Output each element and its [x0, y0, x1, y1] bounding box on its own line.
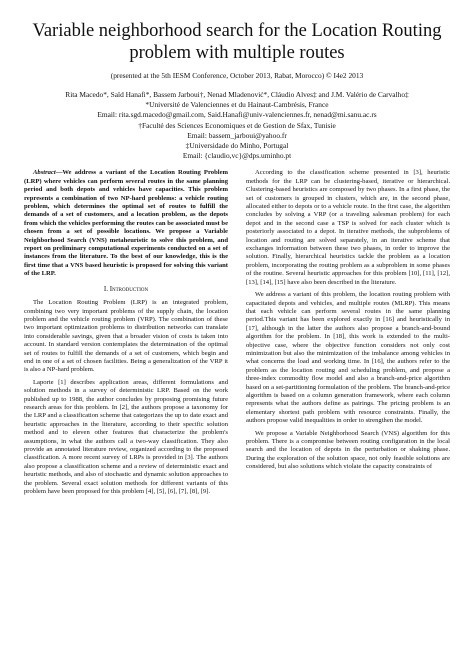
abstract-text: —We address a variant of the Location Routing Problem (LRP) where vehicles can perform several routes in the same planning period and both depots and vehicles have capacities. This problem represents a combination of two NP-hard problems: a vehicle routing problem, which determines the optimal set of routes to fulfill the demands of a set of customers, and a location problem, as the depots from which the vehicles performing the routes can be associated must be chosen from a set of possible locations. We propose a Variable Neighborhood Search (VNS) metaheuristic to solve this problem, and report on preliminary computational experiments conducted on a set of instances from the literature. To the best of our knowledge, this is the first time that a VNS based heuristic is proposed for solving this variant of the LRP. — [24, 169, 228, 278]
paper-title: Variable neighborhood search for the Location Routing problem with multiple routes — [32, 21, 442, 63]
right-column — [246, 169, 450, 500]
author-names: Rita Macedo*, Saïd Hanafi*, Bassem Jarboui†, Nenad Mladenović*, Cláudio Alves‡ and J.M. Valério de Carvalho‡ — [65, 90, 409, 99]
right-paragraph-2: We address a variant of this problem, the location routing problem with capacitated depots and vehicles, and multiple routes (MLRP). This means that each vehicle can perform several routes in the same planning period.This variant has been explored exactly in [16] and heuristically in [17], although in the latter the authors also propose a branch-and-bound algorithm for the problem. In [18], this work is extended to the multi-objective case, where the objective function considers not only cost minimization but also the minimization of the imbalance among vehicles in what concerns the load and working time. In [16], the authors refer to the problem as the location routing and scheduling problem, and propose a three-index commodity flow model and also a branch-and-price algorithm based on a set-partitioning formulation of the problem. The branch-and-price algorithm is based on a column generation framework, where each column represents what the authors define as pairings. The pricing problem is an elementary shortest path problem with resource constraints. Finally, the authors propose valid inequalities in order to strengthen the model. — [246, 291, 450, 425]
presented-note: (presented at the 5th IESM Conference, October 2013, Rabat, Morocco) © I4e2 2013 — [110, 71, 364, 80]
abstract — [24, 169, 228, 278]
section-heading: I. Introduction — [103, 284, 149, 293]
right-paragraph-3: We propose a Variable Neighborhood Search (VNS) algorithm for this problem. There is a compromise between routing configuration in the local search and the location of depots in the perturbation or shaking phase. During the exploration of the solution space, not only feasible solutions are considered, but also solutions which violate the capacity constraints of — [246, 429, 450, 471]
intro-paragraph-1: The Location Routing Problem (LRP) is an integrated problem, combining two very important problems of the supply chain, the location problem and the vehicle routing problem (VRP). The combination of these two important optimization problems to distribution networks can translate into considerable savings, given that a broader vision of costs is taken into account. In standard version contemplates the determination of the optimal set of routes to fulfill the demands of a set of customers, which begin and end in one of a set of chosen facilities. Being a generalization of the VRP it is also a NP-hard problem. — [24, 299, 228, 374]
affiliation-minho: ‡Universidade do Minho, Portugal — [185, 141, 289, 151]
affiliation-valenciennes: *Université de Valenciennes et du Hainaut-Cambrésis, France — [145, 100, 329, 110]
right-paragraph-1: According to the classification scheme presented in [3], heuristic methods for the LRP can be clustering-based, iterative or hierarchical. Clustering-based heuristics are composed by two phases. In a first phase, the set of customers is grouped in clusters, which are, in the second phase, allocated either to depots or to a vehicle route. In the first case, the algorithm concludes by solving a VRP (or a traveling salesman problem) for each depot and in the second case a TSP is solved for each cluster which is posteriorly associated to a depot. In iterative methods, the subproblems of location and routing are solved separately, in an iterative scheme that exchanges information between these two phases, in order to improve the solution. Finally, hierarchical heuristics tackle the problem as a location problem, incorporating the routing problem as a subproblem in some phases of the routine. Several heuristic approaches for this problem [10], [11], [12], [13], [14], [15] have also been described in the literature. — [246, 169, 450, 286]
email-sfax: Email: bassem_jarboui@yahoo.fr — [187, 130, 287, 140]
two-column-body — [24, 169, 450, 500]
author-block — [24, 90, 450, 161]
left-column — [24, 169, 228, 500]
email-valenciennes: Email: rita.sgd.macedo@gmail.com, Said.Hanafi@univ-valenciennes.fr, nenad@mi.sanu.ac.rs — [97, 110, 377, 120]
affiliation-sfax: †Faculté des Sciences Economiques et de Gestion de Sfax, Tunisie — [138, 120, 336, 130]
abstract-lead: Abstract — [33, 169, 56, 177]
intro-paragraph-2: Laporte [1] describes application areas, different formulations and solution methods in a survey of deterministic LRP. Based on the work published up to 1988, the author concludes by proposing promising future research areas for this problem. In [2], the authors propose a taxonomy for the LRP and a classification scheme that categorizes the up to date exact and heuristic approaches in the literature, according to their specific solution method and to eleven other features that characterize the problem's assumptions, in what the authors call a two-way classification. They also provide an annotated literature review, organized according to the proposed classification. A more recent survey of LRPs is provided in [3]. The authors also propose a classification scheme and a review of deterministic exact and heuristic methods, and also of stochastic and dynamic solution approaches to the problem. Several exact solution methods for different variants of this problem have been proposed for this problem [4], [5], [6], [7], [8], [9]. — [24, 378, 228, 496]
email-minho: Email: {claudio,vc}@dps.uminho.pt — [182, 151, 292, 161]
